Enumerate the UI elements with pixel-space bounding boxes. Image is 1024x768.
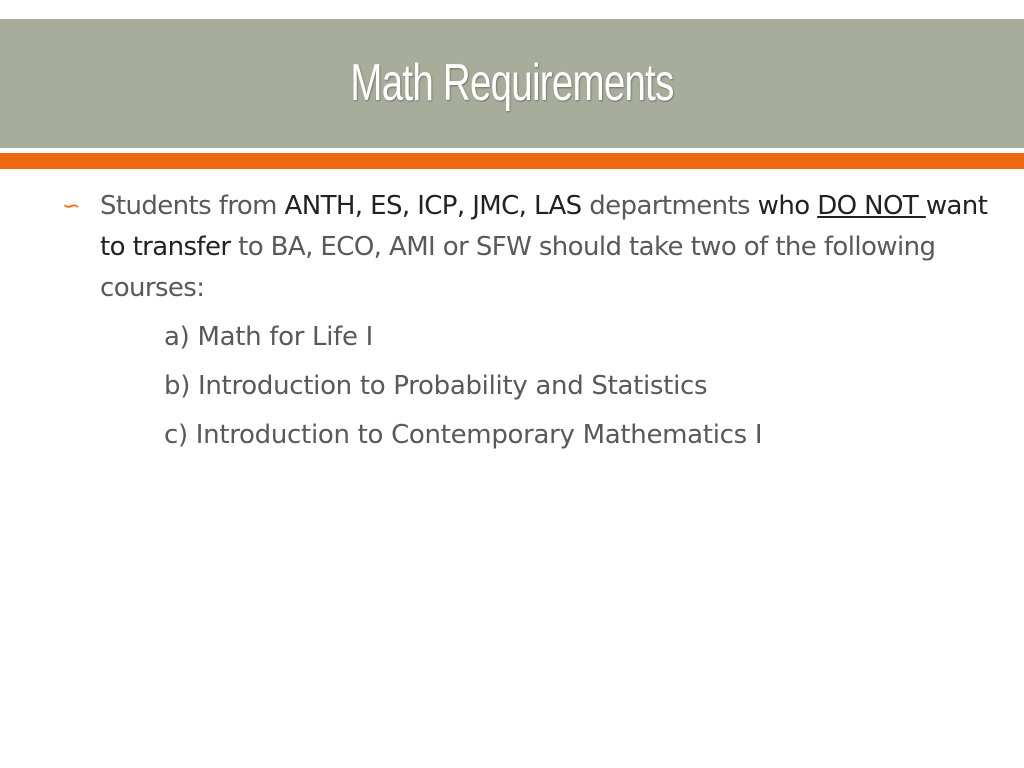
- want-transfer-text: want to transfer: [100, 191, 988, 262]
- who-text: who: [757, 191, 818, 221]
- department-list: ANTH, ES, ICP, JMC, LAS: [284, 191, 582, 221]
- curl-bullet-icon: ∽: [62, 194, 81, 219]
- course-item-b: b) Introduction to Probability and Statistics: [164, 371, 708, 401]
- bullet-item: [58, 186, 988, 309]
- do-not-text: DO NOT: [817, 191, 926, 221]
- course-item-a: a) Math for Life I: [164, 322, 374, 352]
- bullet-text-departments: departments: [581, 191, 758, 221]
- course-item-c: c) Introduction to Contemporary Mathematics I: [164, 420, 763, 450]
- bullet-text: [100, 186, 988, 309]
- title-bar: [0, 19, 1024, 148]
- slide-title: Math Requirements: [350, 54, 674, 112]
- bullet-text-intro: Students from: [100, 191, 285, 221]
- accent-divider: [0, 153, 1024, 169]
- bullet-text-rest: to BA, ECO, AMI or SFW should take two of the following courses:: [100, 232, 936, 303]
- slide-body: [58, 186, 988, 456]
